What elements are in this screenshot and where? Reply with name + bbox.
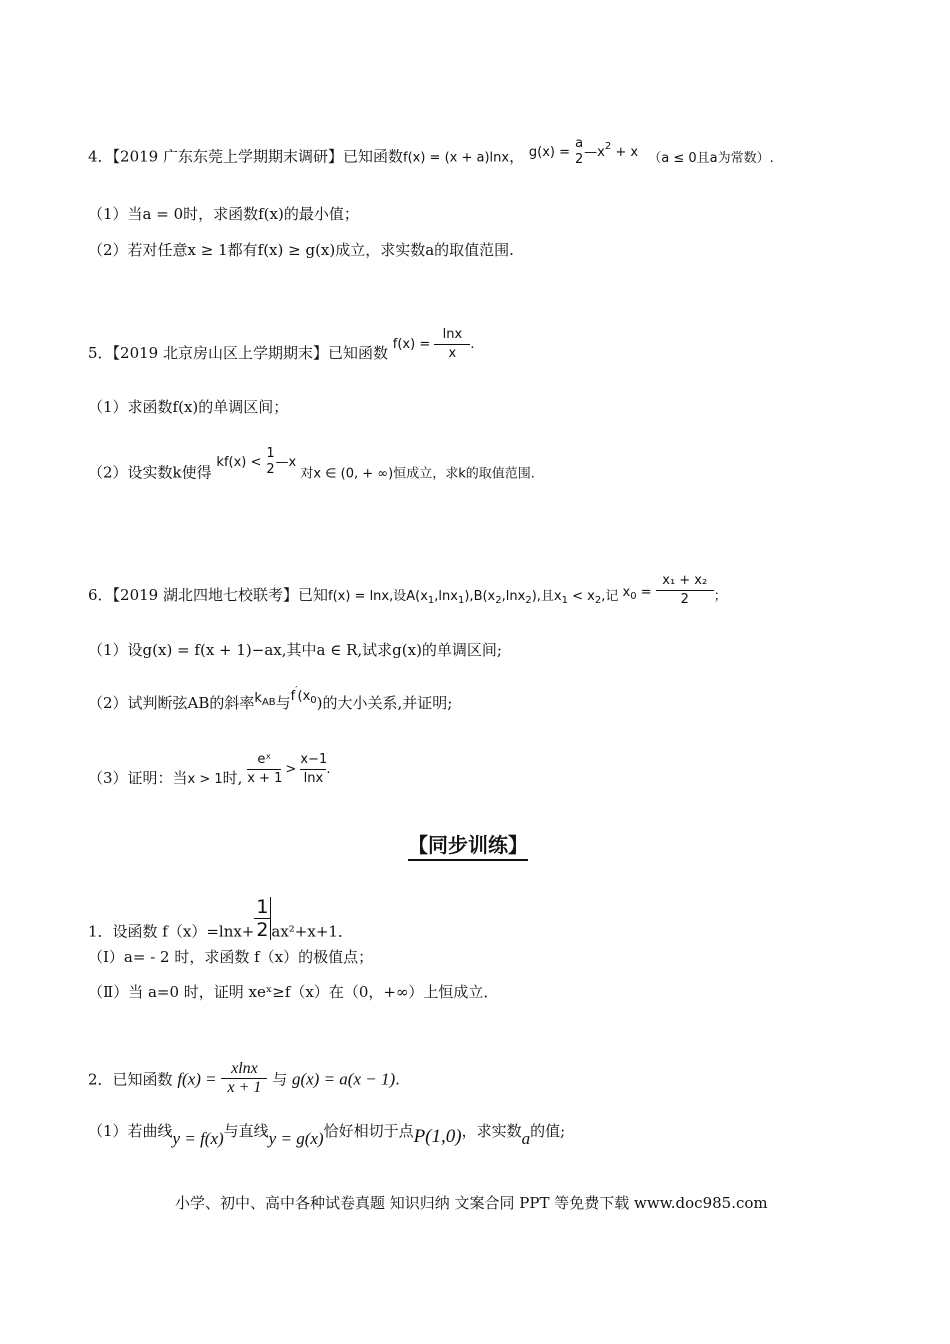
t2-end: . — [395, 1070, 400, 1089]
p6-q2-fsup: ′ — [295, 685, 298, 696]
training-2-statement — [88, 1060, 400, 1098]
p4-g-sup: 2 — [604, 140, 612, 152]
p5-q2-num: 1 — [266, 446, 275, 461]
p6-mid5: ),且x — [531, 589, 562, 604]
p6-end: ； — [713, 589, 727, 604]
p6-eq: = — [636, 585, 652, 600]
p6-den: 2 — [680, 592, 689, 607]
p6-mid3: ),B(x — [464, 589, 496, 604]
t2-q1-a-var: a — [521, 1129, 531, 1148]
p6-fx: f(x) = lnx — [328, 589, 390, 604]
p6-q2-ksub: AB — [261, 697, 276, 708]
p6-s3: 2 — [495, 595, 502, 606]
training-2-q1 — [88, 1121, 566, 1148]
p4-g-den: 2 — [575, 152, 584, 167]
problem-6-q3 — [88, 752, 331, 797]
p6-mid2: ,lnx — [434, 589, 458, 604]
p6-s4: 2 — [525, 595, 532, 606]
p5-frac-bar — [434, 344, 470, 345]
t2-f-left: f(x) = — [177, 1069, 217, 1089]
p6-num: x₁ + x₂ — [662, 573, 708, 588]
p6-s5: 1 — [561, 595, 568, 606]
problem-5-q2 — [88, 446, 535, 490]
p6-mid: ,设A(x — [389, 589, 428, 604]
section-heading: 【同步训练】 — [408, 832, 528, 861]
problem-6-q2 — [88, 685, 453, 719]
p6-q3-b: 时, — [222, 769, 243, 787]
p5-frac — [434, 327, 470, 362]
p4-g-tail: + x — [611, 144, 639, 160]
p6-q2-c: (x — [297, 689, 311, 704]
p4-g-right: x — [597, 144, 605, 160]
p6-q2-a: （2）试判断弦AB的斜率 — [88, 694, 255, 712]
p4-g-left: g(x) = — [528, 144, 570, 160]
p5-q2-left: kf(x) < — [216, 454, 262, 470]
p6-q2-d: )的大小关系,并证明; — [316, 694, 453, 712]
t2-q1-a: （1）若曲线 — [88, 1122, 173, 1140]
p5-q2-tail: 对x ∈ (0, + ∞)恒成立，求k的取值范围. — [300, 466, 535, 482]
p5-f-left: f(x) = — [392, 337, 431, 352]
p4-fx: f(x) = (x + a)lnx — [403, 150, 510, 166]
t1-head: 1．设函数 f（x）=lnx+ — [88, 922, 255, 941]
p6-x0-var: x — [622, 585, 631, 600]
p5-head: 5．【2019 北京房山区上学期期末】已知函数 — [88, 344, 388, 362]
p6-q3-frac2 — [300, 752, 326, 787]
t1-tail: ax²+x+1． — [271, 922, 353, 941]
p6-q2-b: 与 — [275, 694, 291, 712]
problem-4-head: 4．【2019 广东东莞上学期期末调研】已知函数 — [88, 147, 403, 166]
page-footer: 小学、初中、高中各种试卷真题 知识归纳 文案合同 PPT 等免费下载 www.doc985.com — [175, 1194, 768, 1212]
t2-f-num: xlnx — [231, 1060, 258, 1077]
t1-num: 1 — [256, 896, 269, 918]
p6-mid7: ,记 — [601, 589, 619, 604]
p6-q3-a: （3）证明：当 — [88, 769, 188, 787]
p6-q3-den2: lnx — [303, 771, 324, 786]
p5-f-den: x — [448, 346, 457, 361]
p6-q2-f-var: f — [290, 689, 296, 704]
p5-q2-frac — [266, 446, 276, 478]
p6-s2: 1 — [457, 595, 465, 606]
t2-q1-line: y = g(x) — [268, 1129, 324, 1148]
problem-6-statement — [88, 573, 727, 614]
p6-q2-k-var: k — [254, 691, 262, 706]
p6-head: 6．【2019 湖北四地七校联考】已知 — [88, 586, 328, 604]
p6-q2-f — [290, 685, 317, 706]
p6-mid6: < x — [567, 589, 595, 604]
p5-q2-var: x — [288, 454, 297, 470]
p6-q3-bar2 — [300, 769, 326, 770]
t2-q1-curve: y = f(x) — [172, 1129, 224, 1148]
p6-frac-bar — [656, 590, 714, 591]
t2-q1-d: ，求实数 — [461, 1122, 522, 1140]
problem-6-q1: （1）设g(x) = f(x + 1)−ax,其中a ∈ R,试求g(x)的单调区间; — [88, 641, 502, 659]
p6-q3-bar1 — [247, 769, 281, 770]
p5-q2-expr: kf(x) < 1 2 —x — [216, 446, 297, 477]
p4-g-var: $—x^2$ — [584, 140, 612, 160]
p5-q2-den: 2 — [266, 462, 275, 477]
training-1-q2: （Ⅱ）当 a=0 时，证明 xeˣ≥f（x）在（0，+∞）上恒成立． — [88, 983, 499, 1001]
problem-4-q2: （2）若对任意x ≥ 1都有f(x) ≥ g(x)成立，求实数a的取值范围. — [88, 241, 514, 259]
p4-cond: （a ≤ 0且a为常数）. — [648, 150, 774, 166]
p5-f-num: lnx — [442, 327, 463, 342]
t2-mid: 与 — [267, 1070, 292, 1089]
p6-x0-sub: 0 — [630, 591, 637, 602]
p6-q3-ineq — [247, 752, 331, 786]
p6-q3-num2: x−1 — [300, 752, 328, 767]
p6-body — [328, 573, 727, 607]
p6-s1: 1 — [427, 595, 435, 606]
t2-q1-c: 恰好相切于点 — [323, 1122, 414, 1140]
problem-5-q1: （1）求函数f(x)的单调区间； — [88, 398, 289, 416]
t1-frac — [254, 897, 271, 940]
p6-q3-den1: x + 1 — [247, 771, 283, 786]
p5-fx — [392, 327, 475, 361]
p4-g-frac — [574, 136, 584, 168]
p6-q3-end: . — [326, 762, 331, 777]
p5-q2-head: （2）设实数k使得 — [88, 463, 212, 482]
training-1-q1: （I）a= - 2 时，求函数 f（x）的极值点； — [88, 948, 374, 966]
problem-4-q1: （1）当a = 0时，求函数f(x)的最小值； — [88, 205, 359, 223]
p4-gx — [528, 136, 642, 167]
p6-q3-frac1 — [247, 752, 281, 787]
t2-frac — [221, 1061, 267, 1096]
t2-q1-e: 的值; — [530, 1122, 566, 1140]
p6-q3-num1: eˣ — [257, 752, 272, 767]
p4-sep: ， — [509, 147, 525, 166]
problem-5-statement — [88, 327, 475, 372]
p6-frac — [656, 573, 714, 608]
p6-q3-gt: > — [281, 762, 301, 777]
t2-f-den: x + 1 — [227, 1079, 262, 1096]
p6-x0 — [622, 585, 651, 600]
p6-q2-k — [254, 691, 275, 706]
p6-q2-csub: 0 — [310, 695, 317, 706]
p6-mid4: ,lnx — [501, 589, 526, 604]
t2-q1-b: 与直线 — [223, 1122, 269, 1140]
p6-q3-cond: x > 1 — [187, 772, 223, 787]
t2-g: g(x) = a(x − 1) — [291, 1069, 396, 1089]
p5-tail: . — [470, 337, 475, 352]
t2-q1-point: P(1,0) — [413, 1126, 462, 1147]
t2-head: 2．已知函数 — [88, 1070, 173, 1089]
t1-den: 2 — [256, 919, 269, 941]
p4-g-num: a — [575, 136, 584, 151]
problem-4-statement — [88, 136, 774, 174]
p6-s6: 2 — [594, 595, 602, 606]
